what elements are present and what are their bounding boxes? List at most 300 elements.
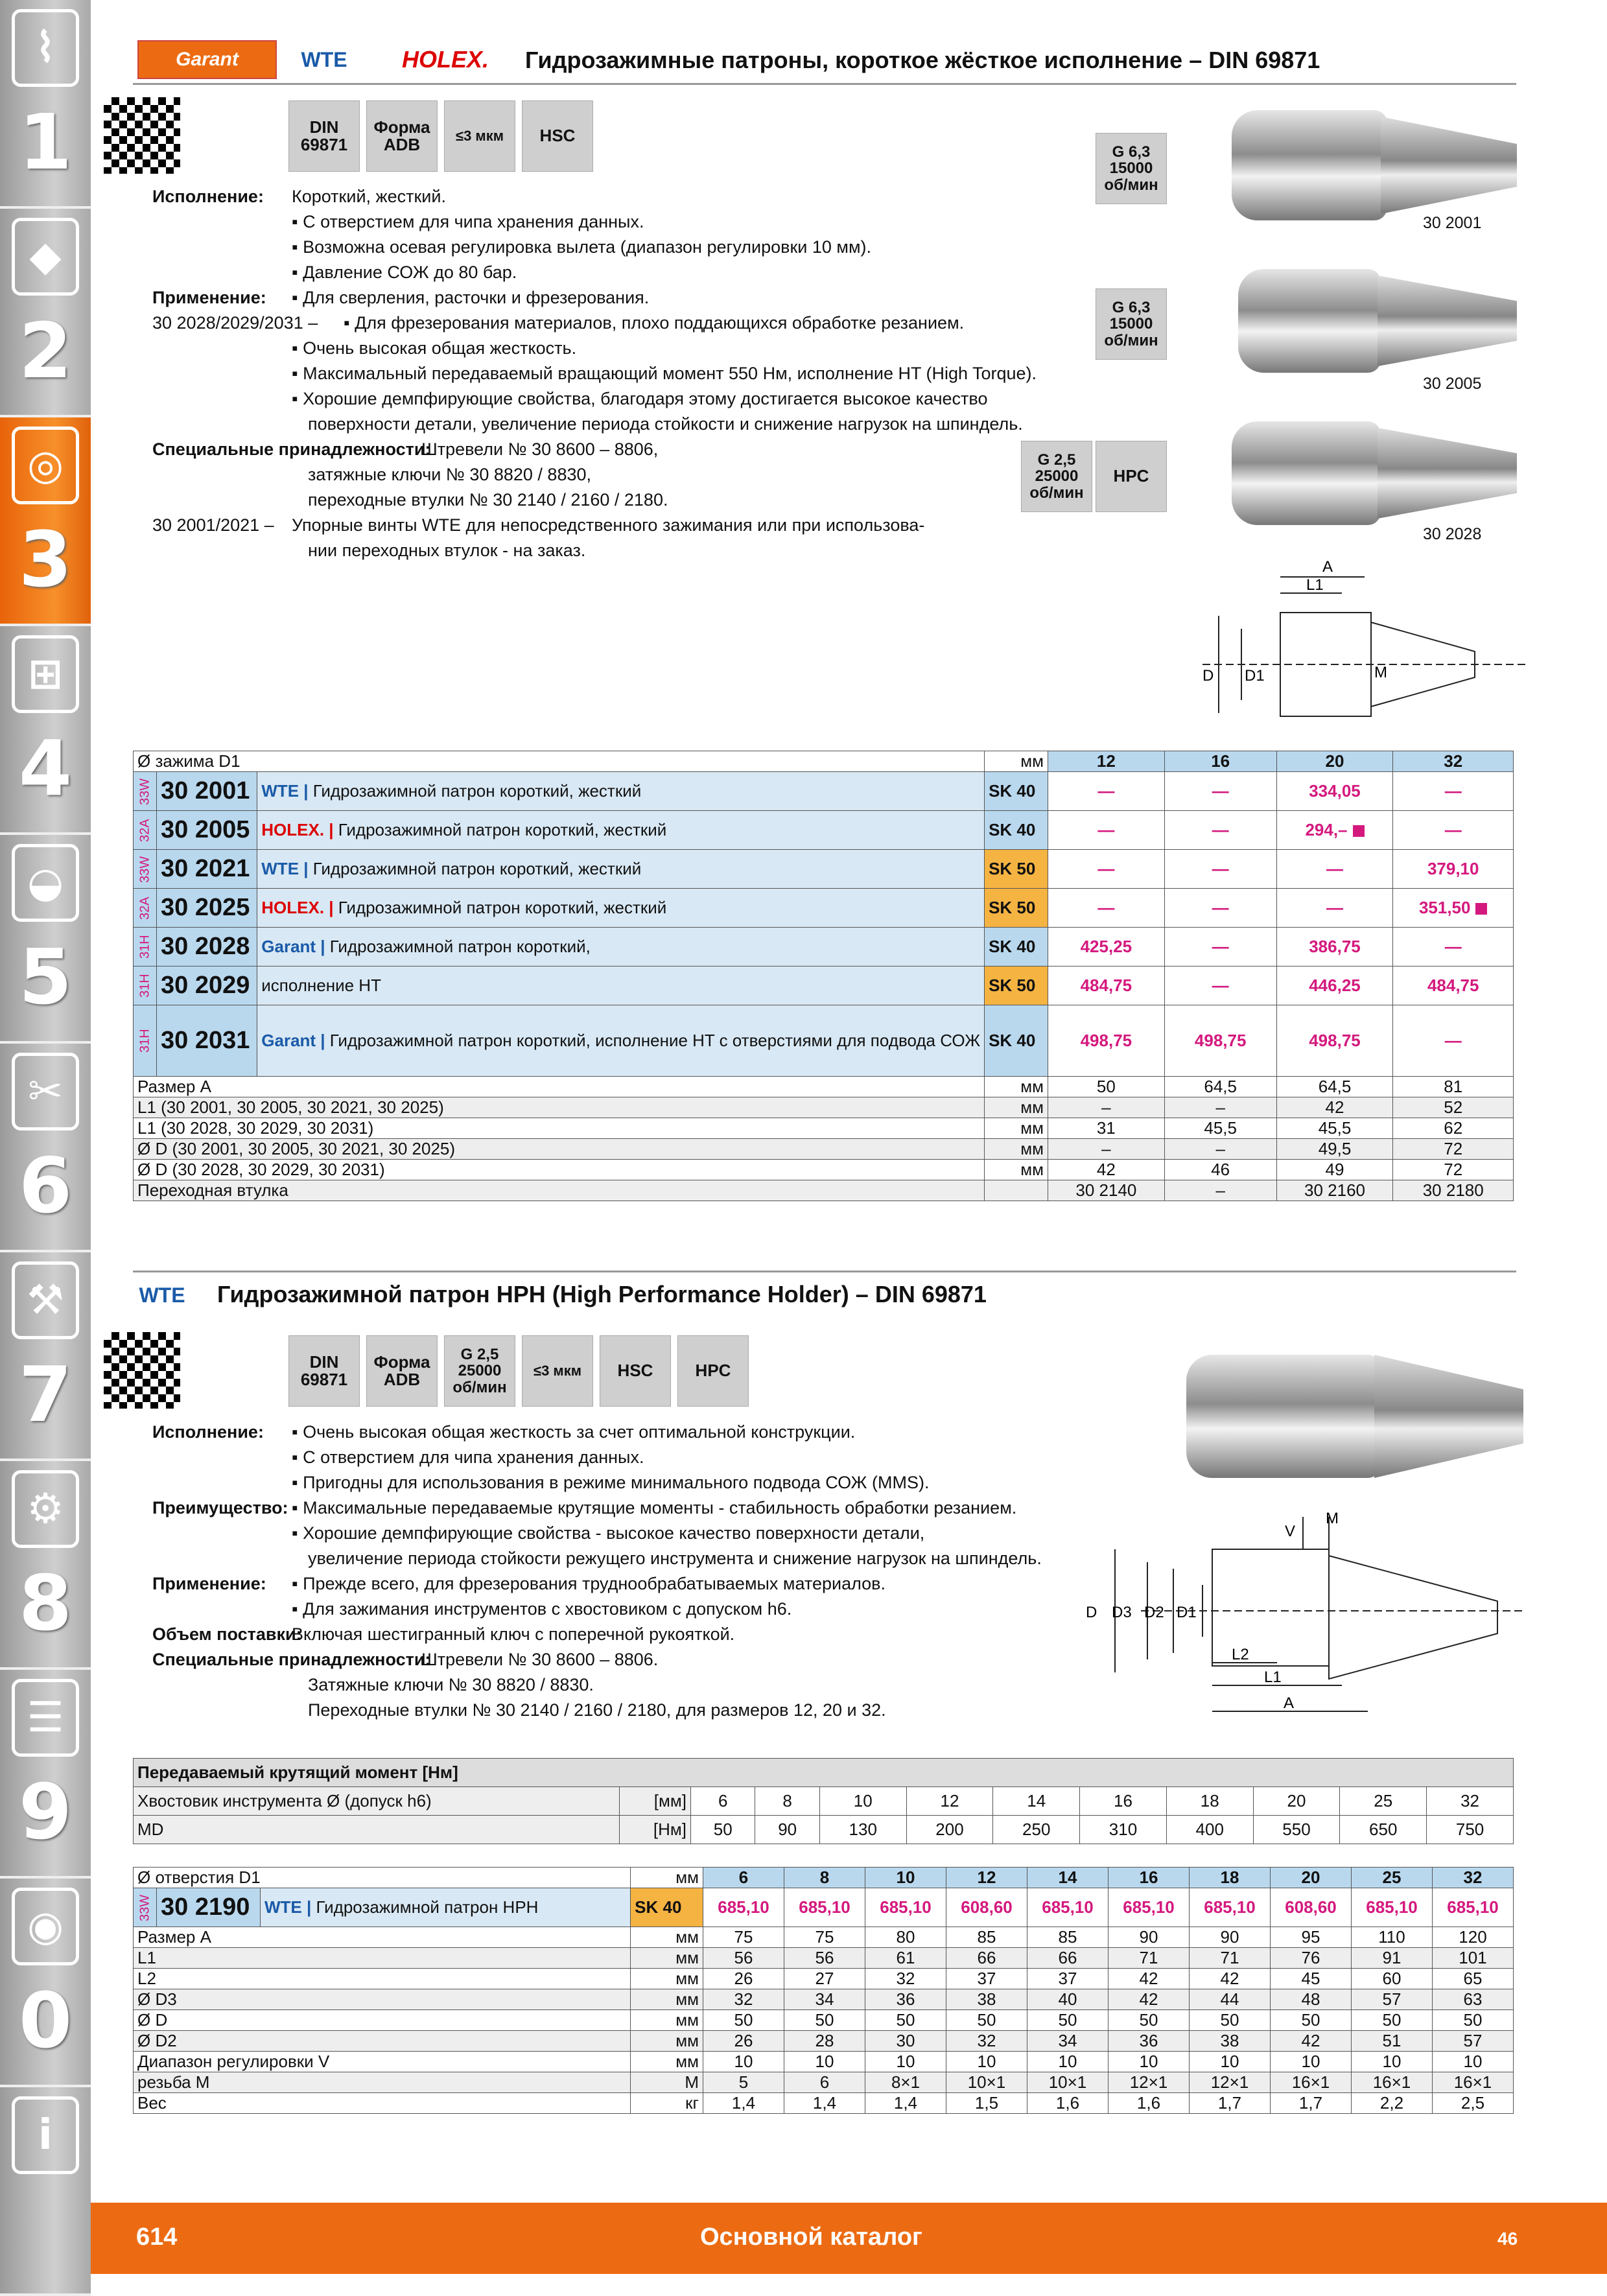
price-cell: 484,75 <box>1048 966 1164 1005</box>
description-line: ▪ С отверстием для чипа хранения данных. <box>292 1447 644 1467</box>
table2-header-label: Ø отверстия D1 <box>134 1868 631 1888</box>
table1-col-head: 16 <box>1164 751 1276 772</box>
spec-value: 50 <box>1271 2010 1352 2031</box>
brand-tag: 31H <box>134 928 157 966</box>
spec-value: 50 <box>703 2010 784 2031</box>
spec-row <box>134 1927 1514 1948</box>
table2-col-head: 20 <box>1271 1868 1352 1888</box>
spec-value: 30 2140 <box>1048 1180 1164 1201</box>
torque-value: 12 <box>906 1787 993 1816</box>
badge-din: DIN 69871 <box>288 100 360 172</box>
dim2-A: A <box>1284 1694 1295 1712</box>
description-line: ▪ Хорошие демпфирующие свойства, благодаря этому достигается высокое качество <box>292 389 988 408</box>
article-number: 30 2031 <box>157 1005 257 1077</box>
table-row <box>134 772 1514 811</box>
table1-col-head: 20 <box>1276 751 1393 772</box>
spec-value: 44 <box>1190 1989 1271 2010</box>
image-code-302005: 30 2005 <box>1423 375 1482 393</box>
price-cell: 685,10 <box>1352 1888 1433 1927</box>
torque-row <box>134 1816 1514 1844</box>
price-cell: 685,10 <box>1027 1888 1108 1927</box>
price-cell: — <box>1393 928 1514 966</box>
spec-value: – <box>1164 1097 1276 1118</box>
badge-hpc: HPC <box>1096 441 1167 512</box>
price-cell: 608,60 <box>1271 1888 1352 1927</box>
holex-logo: HOLEX. <box>401 46 489 73</box>
badge2-hsc: HSC <box>600 1335 671 1407</box>
dim2-D: D <box>1086 1604 1097 1621</box>
spec-row <box>134 2010 1514 2031</box>
price-cell: — <box>1048 811 1164 850</box>
dim2-D1: D1 <box>1177 1604 1197 1621</box>
spec-row <box>134 1160 1514 1180</box>
spec-row <box>134 1948 1514 1969</box>
description-line: ▪ Давление СОЖ до 80 бар. <box>292 263 517 282</box>
price-cell: — <box>1393 772 1514 811</box>
spec-value: 101 <box>1433 1948 1514 1969</box>
table-row <box>134 811 1514 850</box>
description-label: Применение: <box>152 288 266 307</box>
tab-icon: ⌇ <box>12 9 79 87</box>
spec-unit: мм <box>985 1160 1048 1180</box>
price-cell: — <box>1276 850 1393 889</box>
description-line: поверхности детали, увеличение периода стойкости и снижение нагрузок на шпиндель. <box>308 414 1023 434</box>
description-line: ▪ Возможна осевая регулировка вылета (диапазон регулировки 10 мм). <box>292 237 872 257</box>
row-brand: Garant | <box>261 1031 330 1050</box>
spec-value: – <box>1048 1139 1164 1160</box>
spec-value: 34 <box>784 1989 865 2010</box>
spec-unit: мм <box>631 2031 703 2052</box>
spec-value: 8×1 <box>865 2072 946 2093</box>
spec-value: 42 <box>1276 1097 1393 1118</box>
sidebar-tab-2[interactable] <box>0 209 91 417</box>
table-row <box>134 850 1514 889</box>
page-code: 46 <box>1497 2229 1518 2249</box>
table-row <box>134 928 1514 966</box>
product-desc <box>257 811 985 850</box>
spec-value: 95 <box>1271 1927 1352 1948</box>
row-desc: Гидрозажимной патрон короткий, жесткий <box>312 859 642 878</box>
spec-value: 45,5 <box>1276 1118 1393 1139</box>
spec-value: 10 <box>703 2052 784 2072</box>
tab-number: 0 <box>18 1976 73 2065</box>
price-cell: 351,50 <box>1393 889 1514 928</box>
description-label: Исполнение: <box>152 1422 264 1442</box>
torque-value: 6 <box>691 1787 755 1816</box>
tab-number: 6 <box>18 1141 73 1230</box>
dim2-M: M <box>1326 1510 1339 1527</box>
description-line: ▪ Очень высокая общая жесткость за счет оптимальной конструкции. <box>292 1422 856 1442</box>
torque-value: 650 <box>1340 1816 1427 1844</box>
spec-value: 50 <box>1190 2010 1271 2031</box>
table2-col-head: 25 <box>1352 1868 1433 1888</box>
spec-value: 49,5 <box>1276 1139 1393 1160</box>
spec-row <box>134 1118 1514 1139</box>
dim-A: A <box>1322 558 1333 576</box>
spec-name: Ø D2 <box>134 2031 631 2052</box>
spec-row <box>134 1097 1514 1118</box>
spec-name: Переходная втулка <box>134 1180 985 1201</box>
table2-col-head: 6 <box>703 1868 784 1888</box>
badge-speed-1: G 6,3 15000 об/мин <box>1096 133 1167 204</box>
price-cell: 608,60 <box>946 1888 1027 1927</box>
spec-value: 2,5 <box>1433 2093 1514 2114</box>
price-cell: 294,– <box>1276 811 1393 850</box>
spec-value: 71 <box>1108 1948 1190 1969</box>
price-cell: 685,10 <box>703 1888 784 1927</box>
spec-name: Ø D3 <box>134 1989 631 2010</box>
sidebar-tab-9[interactable] <box>0 1670 91 1879</box>
brand-tag: 33W <box>134 850 157 889</box>
brand-tag: 33W <box>134 772 157 811</box>
torque-unit: [Нм] <box>620 1816 691 1844</box>
spec-value: 52 <box>1393 1097 1514 1118</box>
tab-icon: ⊞ <box>12 635 79 713</box>
badge2-hpc: HPC <box>677 1335 749 1407</box>
spec-value: 75 <box>703 1927 784 1948</box>
spec-name: Ø D <box>134 2010 631 2031</box>
article-number: 30 2005 <box>157 811 257 850</box>
sidebar-tab-5[interactable] <box>0 835 91 1044</box>
spec-row <box>134 1180 1514 1201</box>
badge-speed-2: G 6,3 15000 об/мин <box>1096 288 1167 360</box>
spec-value: 1,7 <box>1190 2093 1271 2114</box>
tab-icon: ◎ <box>12 427 79 504</box>
spec-unit: мм <box>985 1118 1048 1139</box>
spec-value: 32 <box>946 2031 1027 2052</box>
product-desc <box>257 928 985 966</box>
price-cell: 685,10 <box>784 1888 865 1927</box>
spec-value: 57 <box>1433 2031 1514 2052</box>
product-desc <box>257 850 985 889</box>
spec-value: 60 <box>1352 1969 1433 1989</box>
spec-unit: мм <box>631 2010 703 2031</box>
spec-value: 40 <box>1027 1989 1108 2010</box>
price-cell: — <box>1164 966 1276 1005</box>
description-label: Исполнение: <box>152 187 264 206</box>
spec-value: 10 <box>1433 2052 1514 2072</box>
spec-value: 10 <box>946 2052 1027 2072</box>
catalog-title: Основной каталог <box>700 2223 922 2251</box>
taper-size: SK 40 <box>985 772 1048 811</box>
spec-value: 6 <box>784 2072 865 2093</box>
spec-value: – <box>1164 1139 1276 1160</box>
price-cell: — <box>1164 889 1276 928</box>
tab-icon: ✂ <box>12 1053 79 1130</box>
price-cell: 498,75 <box>1048 1005 1164 1077</box>
spec-value: 72 <box>1393 1160 1514 1180</box>
product-desc <box>261 1888 631 1927</box>
spec-value: 42 <box>1048 1160 1164 1180</box>
spec-value: 10 <box>1271 2052 1352 2072</box>
spec-value: 30 2180 <box>1393 1180 1514 1201</box>
spec-value: 80 <box>865 1927 946 1948</box>
spec-value: 1,4 <box>784 2093 865 2114</box>
article-number: 30 2190 <box>157 1888 261 1927</box>
table2-col-head: 18 <box>1190 1868 1271 1888</box>
spec-value: 66 <box>1027 1948 1108 1969</box>
description-line: ▪ Для сверления, расточки и фрезерования. <box>292 288 650 307</box>
description-line: ▪ С отверстием для чипа хранения данных. <box>292 212 644 231</box>
torque-name: Хвостовик инструмента Ø (допуск h6) <box>134 1787 620 1816</box>
sidebar-tab-8[interactable] <box>0 1461 91 1670</box>
spec-value: 49 <box>1276 1160 1393 1180</box>
torque-value: 310 <box>1080 1816 1167 1844</box>
taper-size: SK 40 <box>985 928 1048 966</box>
spec-value: 2,2 <box>1352 2093 1433 2114</box>
spec-value: 57 <box>1352 1989 1433 2010</box>
table-row <box>134 889 1514 928</box>
tab-icon: ⚙ <box>12 1470 79 1548</box>
spec-value: 75 <box>784 1927 865 1948</box>
price-table-1 <box>133 751 1514 1201</box>
spec-value: 16×1 <box>1433 2072 1514 2093</box>
table2-col-head: 14 <box>1027 1868 1108 1888</box>
spec-unit: мм <box>631 1989 703 2010</box>
spec-value: 10 <box>784 2052 865 2072</box>
spec-value: 1,6 <box>1027 2093 1108 2114</box>
table2-col-head: 8 <box>784 1868 865 1888</box>
row-desc: исполнение HT <box>261 976 381 995</box>
taper-size: SK 40 <box>631 1888 703 1927</box>
table1-col-head: 32 <box>1393 751 1514 772</box>
spec-value: 5 <box>703 2072 784 2093</box>
badge2-runout: ≤3 мкм <box>522 1335 593 1407</box>
spec-value: 1,4 <box>703 2093 784 2114</box>
spec-value: 26 <box>703 2031 784 2052</box>
taper-size: SK 40 <box>985 1005 1048 1077</box>
spec-name: резьба M <box>134 2072 631 2093</box>
dim2-D3: D3 <box>1112 1604 1132 1621</box>
torque-value: 750 <box>1427 1816 1514 1844</box>
description-line: увеличение периода стойкости режущего инструмента и снижение нагрузок на шпиндель. <box>308 1549 1042 1568</box>
torque-value: 14 <box>993 1787 1080 1816</box>
price-cell: 685,10 <box>1108 1888 1190 1927</box>
spec-value: 50 <box>865 2010 946 2031</box>
article-number: 30 2028 <box>157 928 257 966</box>
torque-value: 250 <box>993 1816 1080 1844</box>
badge-form: Форма ADB <box>366 100 438 172</box>
tab-icon: i <box>12 2096 79 2174</box>
description-label: Объем поставки: <box>152 1624 302 1644</box>
badge2-form: Форма ADB <box>366 1335 438 1407</box>
price-cell: 446,25 <box>1276 966 1393 1005</box>
spec-name: L2 <box>134 1969 631 1989</box>
image-code-302028: 30 2028 <box>1423 525 1482 543</box>
torque-row <box>134 1787 1514 1816</box>
torque-value: 25 <box>1340 1787 1427 1816</box>
description-label: Специальные принадлежности: <box>152 1650 431 1669</box>
spec-value: 91 <box>1352 1948 1433 1969</box>
price-cell: — <box>1048 772 1164 811</box>
spec-value: 32 <box>703 1989 784 2010</box>
spec-value: 42 <box>1108 1989 1190 2010</box>
spec-value: 90 <box>1108 1927 1190 1948</box>
torque-value: 550 <box>1253 1816 1340 1844</box>
torque-table <box>133 1758 1514 1844</box>
spec-unit: мм <box>631 1969 703 1989</box>
spec-name: L1 (30 2001, 30 2005, 30 2021, 30 2025) <box>134 1097 985 1118</box>
spec-name: Ø D (30 2028, 30 2029, 30 2031) <box>134 1160 985 1180</box>
spec-value: 10 <box>1108 2052 1190 2072</box>
spec-value: 65 <box>1433 1969 1514 1989</box>
sidebar-tab-0[interactable] <box>0 1879 91 2087</box>
description-label: Специальные принадлежности: <box>152 439 431 459</box>
spec-value: 10×1 <box>946 2072 1027 2093</box>
sidebar-tab-3[interactable] <box>0 417 91 626</box>
spec-unit <box>985 1180 1048 1201</box>
spec-row <box>134 1989 1514 2010</box>
spec-value: 50 <box>784 2010 865 2031</box>
qr-code-icon-2 <box>104 1332 180 1409</box>
torque-title: Передаваемый крутящий момент [Нм] <box>134 1759 1514 1787</box>
torque-value: 400 <box>1166 1816 1253 1844</box>
spec-value: 1,5 <box>946 2093 1027 2114</box>
spec-value: 10 <box>1027 2052 1108 2072</box>
spec-value: 36 <box>1108 2031 1190 2052</box>
spec-value: 120 <box>1433 1927 1514 1948</box>
spec-unit: мм <box>985 1077 1048 1097</box>
page-number: 614 <box>136 2223 178 2251</box>
torque-name: MD <box>134 1816 620 1844</box>
dim2-L2: L2 <box>1232 1646 1249 1663</box>
article-number: 30 2029 <box>157 966 257 1005</box>
sidebar-tab-1[interactable] <box>0 0 91 209</box>
tab-icon: ◒ <box>12 844 79 922</box>
spec-row <box>134 2052 1514 2072</box>
taper-size: SK 50 <box>985 850 1048 889</box>
price-cell: — <box>1164 772 1276 811</box>
price-cell: — <box>1164 850 1276 889</box>
badge-speed-3: G 2,5 25000 об/мин <box>1021 441 1092 512</box>
sidebar-tab-7[interactable] <box>0 1252 91 1461</box>
dim-M: M <box>1374 664 1387 681</box>
spec-row <box>134 1969 1514 1989</box>
product-desc <box>257 889 985 928</box>
spec-value: 37 <box>946 1969 1027 1989</box>
brand-tag: 31H <box>134 1005 157 1077</box>
spec-value: 110 <box>1352 1927 1433 1948</box>
sidebar-tab-6[interactable] <box>0 1044 91 1252</box>
table-row <box>134 966 1514 1005</box>
price-cell: — <box>1048 850 1164 889</box>
spec-value: 46 <box>1164 1160 1276 1180</box>
spec-value: 26 <box>703 1969 784 1989</box>
stock-marker-icon <box>1475 903 1487 915</box>
spec-value: 10×1 <box>1027 2072 1108 2093</box>
spec-value: 48 <box>1271 1989 1352 2010</box>
row-desc: Гидрозажимной патрон короткий, жесткий <box>312 781 642 801</box>
spec-value: 42 <box>1108 1969 1190 1989</box>
price-cell: 498,75 <box>1164 1005 1276 1077</box>
table2-col-head: 12 <box>946 1868 1027 1888</box>
brand-tag: 33W <box>134 1888 157 1927</box>
row-desc: Гидрозажимной патрон короткий, исполнение HT с отверстиями для подвода СОЖ <box>329 1031 981 1050</box>
spec-value: 62 <box>1393 1118 1514 1139</box>
sidebar-tab-i[interactable] <box>0 2087 91 2296</box>
spec-row <box>134 1077 1514 1097</box>
tab-number: 5 <box>18 932 73 1022</box>
article-number: 30 2025 <box>157 889 257 928</box>
wte-logo: WTE <box>301 47 347 71</box>
brand-tag: 31H <box>134 966 157 1005</box>
garant-logo: Garant <box>137 40 277 79</box>
spec-value: 38 <box>946 1989 1027 2010</box>
spec-value: 42 <box>1271 2031 1352 2052</box>
table1-header-label: Ø зажима D1 <box>134 751 985 772</box>
tab-number: 9 <box>18 1767 73 1857</box>
section2-divider <box>133 1271 1516 1272</box>
spec-value: 56 <box>703 1948 784 1969</box>
row-brand: HOLEX. | <box>261 898 338 917</box>
spec-value: 42 <box>1190 1969 1271 1989</box>
price-cell: — <box>1393 811 1514 850</box>
description-line: затяжные ключи № 30 8820 / 8830, <box>308 465 591 484</box>
section1-title: Гидрозажимные патроны, короткое жёсткое исполнение – DIN 69871 <box>525 47 1320 73</box>
spec-name: Диапазон регулировки V <box>134 2052 631 2072</box>
tab-number: 3 <box>18 515 73 604</box>
spec-unit: мм <box>631 1948 703 1969</box>
spec-value: 30 2160 <box>1276 1180 1393 1201</box>
spec-value: 1,4 <box>865 2093 946 2114</box>
qr-code-icon <box>104 97 180 174</box>
torque-value: 8 <box>755 1787 819 1816</box>
torque-value: 20 <box>1253 1787 1340 1816</box>
description-line: нии переходных втулок - на заказ. <box>308 541 586 560</box>
spec-value: 81 <box>1393 1077 1514 1097</box>
spec-value: 50 <box>1027 2010 1108 2031</box>
price-cell: — <box>1164 811 1276 850</box>
spec-unit: мм <box>985 1097 1048 1118</box>
description-line: Короткий, жесткий. <box>292 187 446 206</box>
price-cell: 685,10 <box>1190 1888 1271 1927</box>
torque-value: 90 <box>755 1816 819 1844</box>
section2-title: Гидрозажимной патрон HPH (High Performance Holder) – DIN 69871 <box>217 1281 987 1307</box>
spec-row <box>134 2072 1514 2093</box>
tab-icon: ☰ <box>12 1679 79 1757</box>
article-number: 30 2021 <box>157 850 257 889</box>
price-cell: 425,25 <box>1048 928 1164 966</box>
dim2-L1: L1 <box>1264 1669 1282 1686</box>
tab-number: 7 <box>18 1350 73 1439</box>
chapter-sidebar <box>0 0 91 2274</box>
description-label: 30 2001/2021 – <box>152 515 274 535</box>
price-cell: — <box>1393 1005 1514 1077</box>
description-line: Упорные винты WTE для непосредственного зажимания или при использова- <box>292 515 925 535</box>
spec-value: 12×1 <box>1190 2072 1271 2093</box>
table1-unit: мм <box>985 751 1048 772</box>
badge-runout: ≤3 мкм <box>444 100 515 172</box>
spec-value: 16×1 <box>1271 2072 1352 2093</box>
stock-marker-icon <box>1353 825 1365 837</box>
row-desc: Гидрозажимной патрон HPH <box>316 1897 539 1917</box>
row-desc: Гидрозажимной патрон короткий, <box>329 937 591 956</box>
torque-value: 130 <box>819 1816 906 1844</box>
spec-value: 30 <box>865 2031 946 2052</box>
spec-name: Вес <box>134 2093 631 2114</box>
badge2-din: DIN 69871 <box>288 1335 360 1407</box>
spec-row <box>134 2093 1514 2114</box>
spec-value: 56 <box>784 1948 865 1969</box>
price-cell: 498,75 <box>1276 1005 1393 1077</box>
table-row <box>134 1005 1514 1077</box>
spec-value: 38 <box>1190 2031 1271 2052</box>
spec-value: 10 <box>1352 2052 1433 2072</box>
spec-value: 90 <box>1190 1927 1271 1948</box>
sidebar-tab-4[interactable] <box>0 626 91 835</box>
description-line: ▪ Хорошие демпфирующие свойства - высокое качество поверхности детали, <box>292 1523 925 1543</box>
brand-tag: 32A <box>134 811 157 850</box>
